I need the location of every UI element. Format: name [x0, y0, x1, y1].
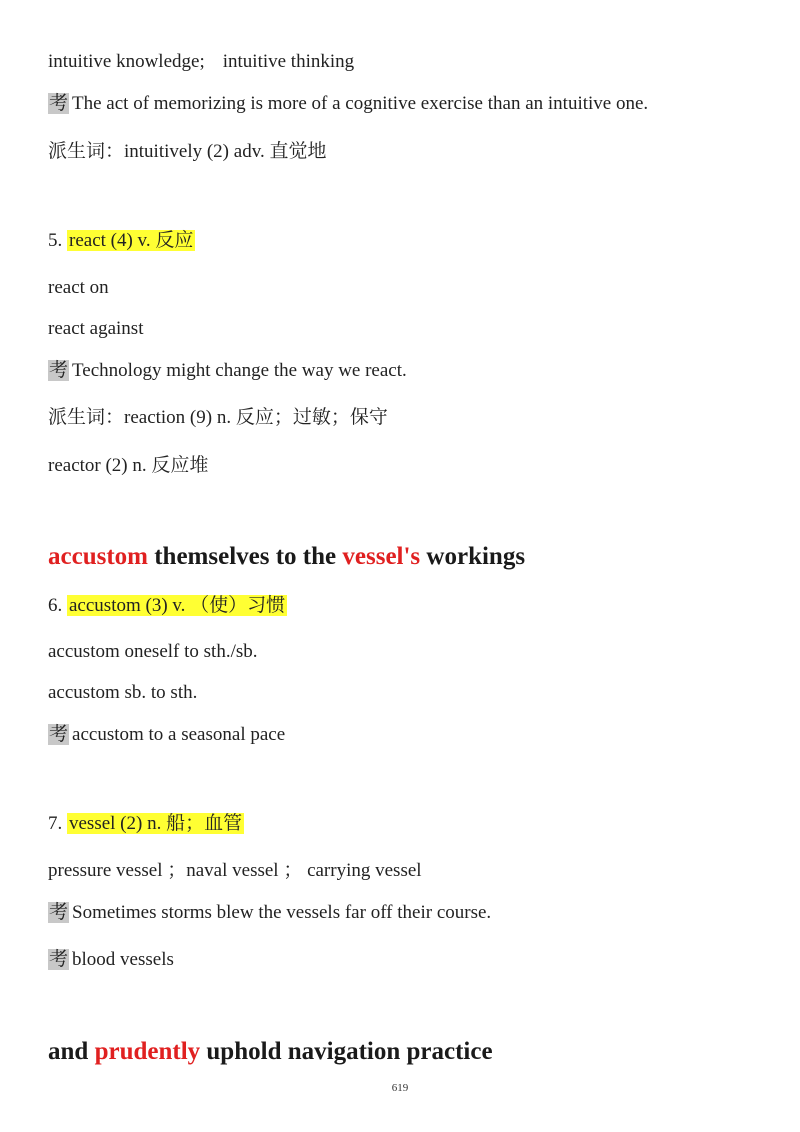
phrase-line: react against — [48, 318, 144, 339]
exam-sentence: Sometimes storms blew the vessels far off their course. — [72, 902, 492, 923]
heading-text: and — [48, 1038, 95, 1065]
phrase-line: pressure vessel ；naval vessel ； carrying vessel — [48, 860, 422, 881]
entry-number: 6. — [48, 595, 63, 616]
derivative-line: 派生词：intuitively (2) adv. 直觉地 — [48, 141, 327, 162]
word-entry-7 — [48, 812, 244, 836]
derivative-line: reactor (2) n. 反应堆 — [48, 455, 209, 476]
heading-keyword: prudently — [94, 1038, 201, 1065]
phrase-line: accustom oneself to sth./sb. — [48, 641, 258, 662]
section-heading — [48, 1037, 493, 1067]
phrase-line: accustom sb. to sth. — [48, 682, 198, 703]
exam-marker: 考 — [49, 93, 69, 114]
exam-example — [48, 92, 648, 116]
word-entry-5 — [48, 229, 195, 253]
exam-example — [48, 948, 174, 972]
entry-headword: react (4) v. 反应 — [69, 230, 194, 251]
page-number: 619 — [391, 1082, 409, 1094]
heading-keyword: vessel's — [342, 543, 421, 570]
exam-marker: 考 — [49, 949, 69, 970]
heading-keyword: accustom — [48, 543, 148, 570]
entry-headword: accustom (3) v. （使）习惯 — [69, 595, 286, 616]
derivative-line: 派生词：reaction (9) n. 反应；过敏；保守 — [48, 407, 388, 428]
exam-marker: 考 — [49, 724, 69, 745]
entry-number: 7. — [48, 813, 63, 834]
entry-headword: vessel (2) n. 船；血管 — [69, 813, 243, 834]
section-heading — [48, 542, 525, 572]
collocation-2: intuitive thinking — [222, 51, 355, 72]
exam-sentence: The act of memorizing is more of a cognitive exercise than an intuitive one. — [72, 93, 649, 114]
collocation-line — [48, 50, 354, 74]
exam-sentence: Technology might change the way we react. — [72, 360, 407, 381]
heading-text: uphold navigation practice — [200, 1038, 493, 1065]
exam-example — [48, 359, 407, 383]
word-entry-6 — [48, 594, 287, 618]
exam-marker: 考 — [49, 902, 69, 923]
heading-text: themselves to the — [147, 543, 343, 570]
exam-marker: 考 — [49, 360, 69, 381]
entry-number: 5. — [48, 230, 63, 251]
exam-example — [48, 901, 491, 925]
exam-example — [48, 723, 285, 747]
phrase-line: react on — [48, 277, 109, 298]
exam-sentence: accustom to a seasonal pace — [72, 724, 286, 745]
heading-text: workings — [420, 543, 526, 570]
collocation-1: intuitive knowledge; — [48, 51, 205, 72]
exam-sentence: blood vessels — [72, 949, 174, 970]
